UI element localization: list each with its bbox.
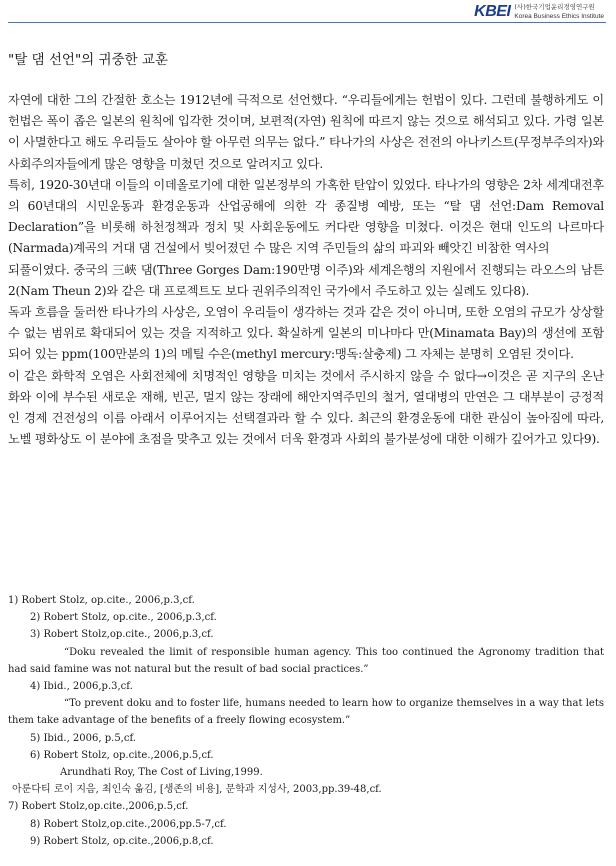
footnote: 3) Robert Stolz,op.cite., 2006,p.3,cf. <box>30 629 214 641</box>
footnote: 4) Ibid., 2006,p.3,cf. <box>30 681 133 693</box>
footnote-quote: “Doku revealed the limit of responsible human agency. This too continued the Agronomy tradition that had said famine was not natural but the result of bad social practices.” <box>8 646 604 675</box>
header-divider <box>8 22 606 23</box>
paragraph: 특히, 1920-30년대 이들의 이데올로기에 대한 일본정부의 가혹한 탄압이 있었다. 타나가의 영향은 2차 세계대전후의 60년대의 시민운동과 환경운동과 산업공해에 의한 각 종질병 예방, 또는 “탈 댐 선언:Dam Removal Declaration”을 비롯해 하천정책과 정치 및 사회운동에도 커다란 영향을 미쳤다. 이것은 현대 인도의 나르마다(Narmada)계곡의 거대 댐 건설에서 빚어졌던 수 많은 지역 주민들의 삶의 파괴와 빼앗긴 비참한 역사의 <box>8 177 604 256</box>
footnote: 2) Robert Stolz, op.cite., 2006,p.3,cf. <box>30 612 217 624</box>
footnote: 9) Robert Stolz, op.cite.,2006,p.8,cf. <box>30 835 214 847</box>
paragraph: 되풀이였다. 중국의 三峽 댐(Three Gorges Dam:190만명 이주)와 세계은행의 지원에서 진행되는 라오스의 남튼2(Nam Theun 2)와 같은 대 프로젝트도 보다 권위주의적인 국가에서 주도하고 있는 실례도 있다8). <box>8 262 604 298</box>
section-title: "탈 댐 선언"의 귀중한 교훈 <box>8 52 168 68</box>
footnote: 8) Robert Stolz,op.cite.,2006,pp.5-7,cf. <box>30 818 227 830</box>
footnote-quote: “To prevent doku and to foster life, humans needed to learn how to organize themselves in a way that lets them take advantage of the benefits of a freely flowing ecosystem.” <box>8 698 604 727</box>
paragraph: 독과 흐름을 둘러싼 타나가의 사상은, 오염이 우리들이 생각하는 것과 같은 것이 아니며, 또한 오염의 규모가 상상할 수 없는 범위로 확대되어 있는 것을 지적하고 있다. 확실하게 일본의 미나마다 만(Minamata Bay)의 생선에 포함되어 있는 ppm(100만분의 1)의 메틸 수은(methyl mercury:맹독:살충제) 그 자체는 분명히 오염된 것이다. <box>8 305 604 362</box>
footnote: 5) Ibid., 2006, p.5,cf. <box>30 732 136 744</box>
logo-text <box>514 3 604 21</box>
footnote: 1) Robert Stolz, op.cite., 2006,p.3,cf. <box>8 595 195 606</box>
footnote: 아룬다티 로이 지음, 최인숙 옮김, [생존의 비용], 문학과 지성사, 2003,pp.39-48,cf. <box>12 784 382 796</box>
footnotes <box>8 592 604 850</box>
footnote: 6) Robert Stolz, op.cite.,2006,p.5,cf. <box>30 749 214 761</box>
paragraph: 자연에 대한 그의 간절한 호소는 1912년에 극적으로 선언했다. “우리들에게는 헌법이 있다. 그런데 불행하게도 이 헌법은 폭이 좁은 일본의 원칙에 입각한 것이며, 보편적(자연) 원칙에 따르지 않는 것으로 해석되고 있다. 가령 일본이 사멸한다고 해도 우리들도 살아야 할 아무런 의무는 없다.” 타나가의 사상은 전전의 아나키스트(무정부주의자)와 사회주의자들에게 많은 영향을 미쳤던 것으로 알려지고 있다. <box>8 93 604 171</box>
logo-korean-name: (사)한국기업윤리경영연구원 <box>514 3 595 11</box>
paragraph: 이 같은 화학적 오염은 사회전체에 치명적인 영향을 미치는 것에서 주시하지 않을 수 없다→이것은 곧 지구의 온난화와 이에 부수된 새로운 재해, 빈곤, 멀지 않는 장래에 해안지역주민의 철거, 열대병의 만연은 그 대부분이 긍정적인 경제 건전성의 이름 아래서 이루어지는 선택결과라 할 수 있다. 최근의 환경운동에 대한 관심이 높아짐에 따라, 노벨 평화상도 이 분야에 초점을 맞추고 있는 것에서 더욱 환경과 사회의 불가분성에 대한 이해가 깊어가고 있다9). <box>8 368 604 447</box>
logo-mark: KBEI <box>474 3 511 20</box>
page-header <box>0 0 616 28</box>
body-text <box>8 90 604 450</box>
footnote: 7) Robert Stolz,op.cite.,2006,p.5,cf. <box>8 801 189 813</box>
logo-english-name: Korea Business Ethics Institute <box>514 13 604 20</box>
footnote: Arundhati Roy, The Cost of Living,1999. <box>60 767 263 779</box>
institute-logo <box>474 3 604 21</box>
